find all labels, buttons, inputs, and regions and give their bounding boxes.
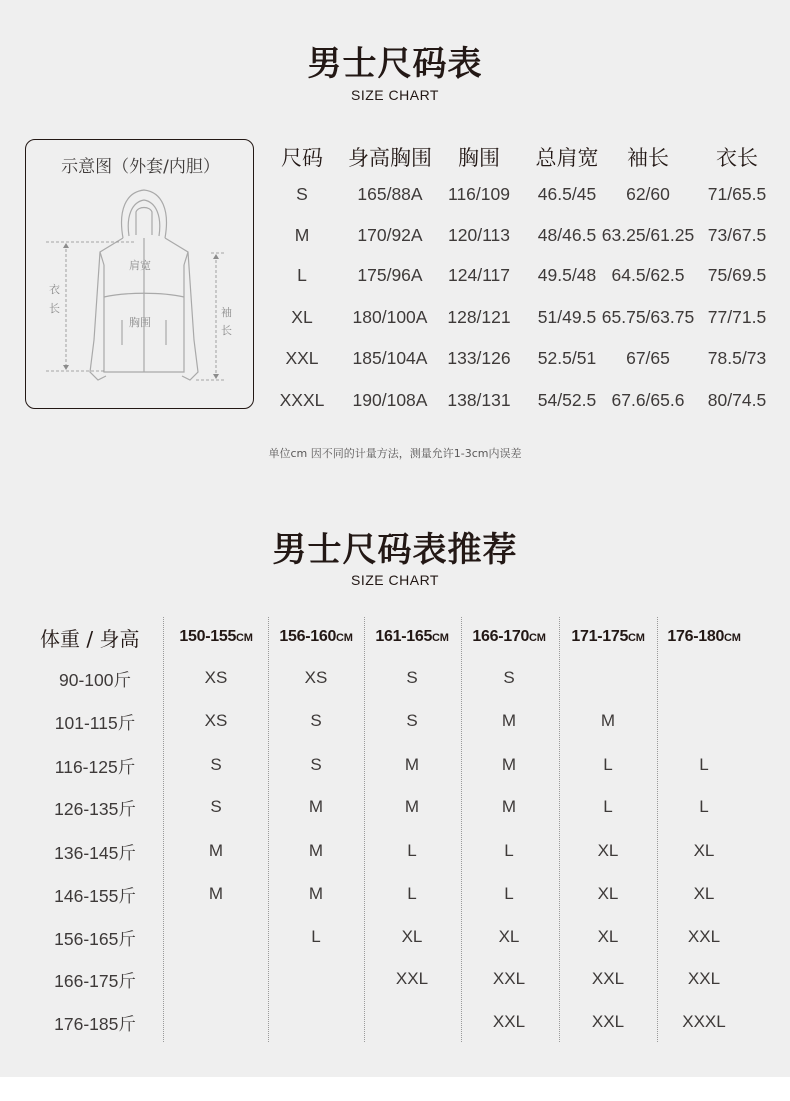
recommended-size: XXL: [492, 969, 526, 988]
size-table-cell: 185/104A: [352, 348, 428, 368]
recommended-size: M: [308, 884, 324, 903]
size-table-cell: 80/74.5: [707, 390, 767, 410]
size-table-size: S: [296, 184, 308, 204]
recommended-size: M: [208, 841, 224, 860]
recommended-size: M: [308, 797, 324, 816]
recommended-size: L: [407, 884, 417, 903]
recommended-size: L: [699, 755, 709, 774]
height-column-header: [166, 628, 266, 646]
size-table-cell: 63.25/61.25: [601, 225, 695, 245]
size-table-size: XXL: [285, 348, 319, 368]
shoulder-label: 肩宽: [129, 259, 151, 272]
recommended-size: S: [310, 755, 322, 774]
recommended-size: XS: [204, 668, 228, 687]
size-table-cell: 51/49.5: [537, 307, 597, 327]
size-table-cell: 165/88A: [357, 184, 423, 204]
size-table-header: 袖长: [627, 146, 669, 170]
size-table-cell: 175/96A: [357, 265, 423, 285]
recommend-subtitle: SIZE CHART: [351, 572, 439, 588]
size-table-cell: 54/52.5: [537, 390, 597, 410]
recommended-size: XL: [597, 841, 619, 860]
recommended-size: L: [504, 841, 514, 860]
recommended-size: M: [501, 711, 517, 730]
diagram-title: 示意图（外套/内胆）: [61, 157, 220, 177]
height-unit: CM: [432, 632, 449, 644]
length-label-1: 衣: [49, 283, 60, 296]
height-unit: CM: [336, 632, 353, 644]
size-table-cell: 170/92A: [357, 225, 423, 245]
height-range: 156-160: [279, 628, 337, 645]
size-table-header: 尺码: [281, 146, 323, 170]
recommended-size: XS: [204, 711, 228, 730]
recommended-size: S: [210, 755, 222, 774]
weight-row-header: 166-175斤: [54, 971, 136, 991]
recommended-size: XL: [597, 884, 619, 903]
recommended-size: M: [501, 797, 517, 816]
recommended-size: L: [504, 884, 514, 903]
size-table-cell: 67.6/65.6: [611, 390, 685, 410]
size-table-size: XL: [291, 307, 313, 327]
recommended-size: M: [208, 884, 224, 903]
recommended-size: S: [210, 797, 222, 816]
recommended-size: XXXL: [682, 1012, 726, 1031]
size-table-cell: 49.5/48: [537, 265, 597, 285]
height-column-header: [362, 628, 462, 646]
size-table-cell: 190/108A: [352, 390, 428, 410]
size-table-cell: 133/126: [447, 348, 511, 368]
column-divider: [163, 617, 164, 1042]
size-table-cell: 67/65: [626, 348, 670, 368]
recommended-size: S: [406, 668, 418, 687]
size-table-header: 总肩宽: [535, 146, 599, 170]
jacket-outline-icon: [26, 140, 255, 410]
size-table-cell: 65.75/63.75: [601, 307, 695, 327]
weight-row-header: 176-185斤: [54, 1014, 136, 1034]
weight-row-header: 146-155斤: [54, 886, 136, 906]
size-table-cell: 124/117: [448, 265, 510, 285]
size-table-header: 胸围: [458, 146, 500, 170]
size-chart-subtitle: SIZE CHART: [351, 87, 439, 103]
recommended-size: S: [503, 668, 515, 687]
size-table-header: 身高胸围: [348, 146, 432, 170]
recommended-size: XL: [401, 927, 423, 946]
recommended-size: L: [407, 841, 417, 860]
height-column-header: [266, 628, 366, 646]
height-column-header: [459, 628, 559, 646]
column-divider: [364, 617, 365, 1042]
jacket-diagram: [25, 139, 254, 409]
height-column-header: [558, 628, 658, 646]
weight-row-header: 90-100斤: [59, 670, 131, 690]
size-table-cell: 77/71.5: [707, 307, 767, 327]
weight-row-header: 116-125斤: [54, 757, 136, 777]
height-range: 171-175: [571, 628, 629, 645]
size-table-size: XXXL: [279, 390, 325, 410]
column-divider: [657, 617, 658, 1042]
weight-row-header: 156-165斤: [54, 929, 136, 949]
height-unit: CM: [724, 632, 741, 644]
size-table-cell: 138/131: [447, 390, 511, 410]
height-range: 176-180: [667, 628, 725, 645]
recommended-size: XL: [693, 884, 715, 903]
size-table-cell: 73/67.5: [707, 225, 767, 245]
recommended-size: XXL: [492, 1012, 526, 1031]
chest-label: 胸围: [129, 316, 151, 329]
size-table-cell: 120/113: [448, 225, 510, 245]
height-range: 166-170: [472, 628, 530, 645]
recommended-size: XXL: [395, 969, 429, 988]
recommended-size: L: [603, 797, 613, 816]
recommended-size: L: [603, 755, 613, 774]
size-chart-title: 男士尺码表: [307, 44, 483, 84]
recommended-size: XXL: [591, 969, 625, 988]
recommended-size: XS: [304, 668, 328, 687]
sleeve-label-1: 袖: [221, 306, 232, 319]
size-table-cell: 75/69.5: [707, 265, 767, 285]
height-unit: CM: [529, 632, 546, 644]
size-table-cell: 48/46.5: [537, 225, 597, 245]
size-table-cell: 62/60: [626, 184, 670, 204]
recommended-size: XXL: [591, 1012, 625, 1031]
size-table-cell: 64.5/62.5: [611, 265, 685, 285]
size-table-cell: 52.5/51: [537, 348, 597, 368]
size-table-size: M: [294, 225, 310, 245]
column-divider: [559, 617, 560, 1042]
recommended-size: M: [308, 841, 324, 860]
recommend-title: 男士尺码表推荐: [272, 530, 518, 570]
height-unit: CM: [236, 632, 253, 644]
recommended-size: L: [311, 927, 321, 946]
recommended-size: XXL: [687, 927, 721, 946]
size-table-cell: 78.5/73: [707, 348, 767, 368]
height-column-header: [654, 628, 754, 646]
weight-height-header: 体重 / 身高: [40, 627, 140, 651]
column-divider: [268, 617, 269, 1042]
recommended-size: XXL: [687, 969, 721, 988]
size-table-header: 衣长: [716, 146, 758, 170]
length-label-2: 长: [49, 302, 60, 315]
measurement-note: 单位cm 因不同的计量方法，测量允许1-3cm内误差: [268, 447, 522, 460]
recommended-size: XL: [693, 841, 715, 860]
size-table-cell: 180/100A: [352, 307, 428, 327]
height-range: 161-165: [375, 628, 433, 645]
recommended-size: S: [310, 711, 322, 730]
recommended-size: S: [406, 711, 418, 730]
size-table-cell: 116/109: [448, 184, 510, 204]
height-unit: CM: [628, 632, 645, 644]
recommended-size: M: [404, 755, 420, 774]
recommended-size: L: [699, 797, 709, 816]
recommended-size: M: [501, 755, 517, 774]
recommended-size: M: [600, 711, 616, 730]
size-table-size: L: [297, 265, 307, 285]
height-range: 150-155: [179, 628, 237, 645]
size-table-cell: 128/121: [447, 307, 511, 327]
size-table-cell: 71/65.5: [707, 184, 767, 204]
recommended-size: M: [404, 797, 420, 816]
size-table-cell: 46.5/45: [537, 184, 597, 204]
recommended-size: XL: [498, 927, 520, 946]
weight-row-header: 126-135斤: [54, 799, 136, 819]
column-divider: [461, 617, 462, 1042]
weight-row-header: 136-145斤: [54, 843, 136, 863]
weight-row-header: 101-115斤: [54, 713, 136, 733]
recommended-size: XL: [597, 927, 619, 946]
sleeve-label-2: 长: [221, 324, 232, 337]
